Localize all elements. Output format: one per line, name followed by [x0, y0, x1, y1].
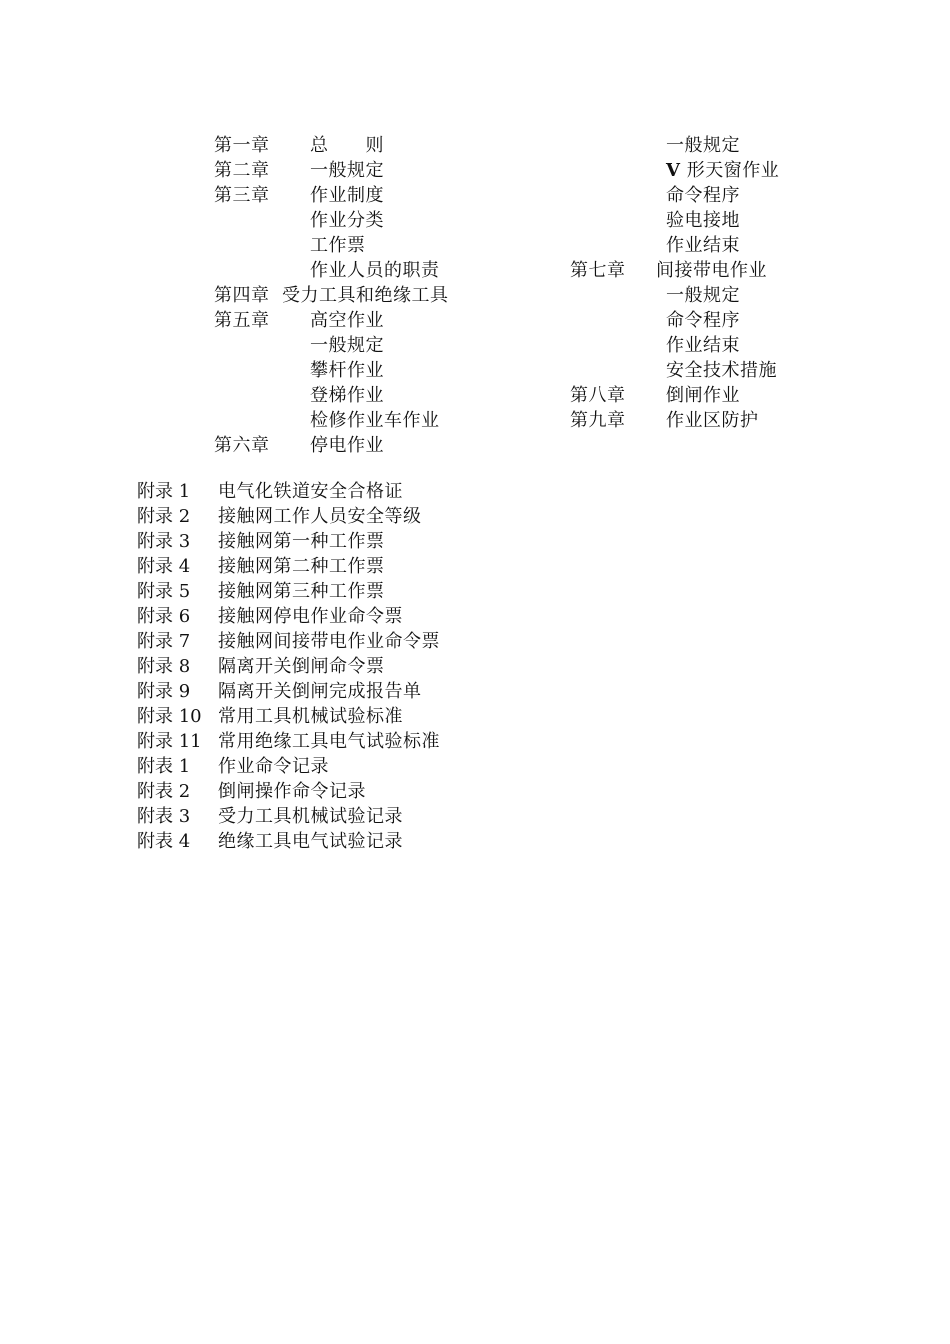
appendix-label: 附录 8 — [137, 656, 191, 677]
appendix-label: 附录 9 — [137, 681, 191, 702]
toc-entry-title[interactable]: 一般规定 — [666, 285, 740, 306]
appendix-label: 附录 6 — [137, 606, 191, 627]
appendix-title[interactable]: 接触网第三种工作票 — [218, 581, 385, 602]
appendix-label: 附表 1 — [137, 756, 191, 777]
toc-entry-title-rest: 形天窗作业 — [680, 160, 780, 181]
toc-chapter-label: 第三章 — [214, 185, 270, 206]
toc-entry-title[interactable]: 作业制度 — [310, 185, 384, 206]
appendix-label: 附录 2 — [137, 506, 191, 527]
toc-entry-title[interactable]: 高空作业 — [310, 310, 384, 331]
toc-entry-title[interactable]: 一般规定 — [310, 335, 384, 356]
toc-chapter-label: 第二章 — [214, 160, 270, 181]
toc-entry-title[interactable]: 停电作业 — [310, 435, 384, 456]
appendix-title[interactable]: 接触网工作人员安全等级 — [218, 506, 422, 527]
appendix-title[interactable]: 接触网第一种工作票 — [218, 531, 385, 552]
appendix-label: 附表 3 — [137, 806, 191, 827]
appendix-label: 附录 10 — [137, 706, 202, 727]
appendix-label: 附录 5 — [137, 581, 191, 602]
appendix-label: 附录 4 — [137, 556, 191, 577]
toc-entry-title[interactable]: 倒闸作业 — [666, 385, 740, 406]
toc-chapter-label: 第一章 — [214, 135, 270, 156]
toc-entry-title[interactable]: 命令程序 — [666, 185, 740, 206]
toc-chapter-label: 第五章 — [214, 310, 270, 331]
toc-chapter-label: 第七章 — [570, 260, 626, 281]
toc-entry-title[interactable]: 作业区防护 — [666, 410, 759, 431]
toc-entry-title[interactable]: 作业分类 — [310, 210, 384, 231]
appendix-title[interactable]: 常用绝缘工具电气试验标准 — [218, 731, 440, 752]
appendix-title[interactable]: 接触网停电作业命令票 — [218, 606, 403, 627]
appendix-label: 附录 11 — [137, 731, 202, 752]
toc-entry-title[interactable]: 作业结束 — [666, 335, 740, 356]
toc-chapter-label: 第八章 — [570, 385, 626, 406]
appendix-label: 附录 1 — [137, 481, 191, 502]
toc-chapter-label: 第九章 — [570, 410, 626, 431]
toc-chapter-label: 第四章 — [214, 285, 270, 306]
appendix-title[interactable]: 作业命令记录 — [218, 756, 329, 777]
appendix-title[interactable]: 隔离开关倒闸命令票 — [218, 656, 385, 677]
appendix-title[interactable]: 隔离开关倒闸完成报告单 — [218, 681, 422, 702]
toc-entry-title[interactable]: 安全技术措施 — [666, 360, 777, 381]
toc-entry-title-prefix: V — [666, 160, 681, 181]
toc-entry-title[interactable]: 一般规定 — [310, 160, 384, 181]
appendix-label: 附表 4 — [137, 831, 191, 852]
appendix-title[interactable]: 接触网间接带电作业命令票 — [218, 631, 440, 652]
appendix-title[interactable]: 受力工具机械试验记录 — [218, 806, 403, 827]
appendix-label: 附表 2 — [137, 781, 191, 802]
toc-entry-title[interactable]: 作业结束 — [666, 235, 740, 256]
toc-entry-title[interactable]: 命令程序 — [666, 310, 740, 331]
toc-entry-title[interactable]: 工作票 — [310, 235, 366, 256]
appendix-title[interactable]: 绝缘工具电气试验记录 — [218, 831, 403, 852]
toc-entry-title[interactable]: 间接带电作业 — [656, 260, 767, 281]
appendix-title[interactable]: 常用工具机械试验标准 — [218, 706, 403, 727]
toc-entry-title[interactable]: 检修作业车作业 — [310, 410, 440, 431]
toc-entry-title[interactable]: 攀杆作业 — [310, 360, 384, 381]
appendix-title[interactable]: 接触网第二种工作票 — [218, 556, 385, 577]
toc-entry-title[interactable]: 登梯作业 — [310, 385, 384, 406]
appendix-label: 附录 3 — [137, 531, 191, 552]
appendix-title[interactable]: 倒闸操作命令记录 — [218, 781, 366, 802]
appendix-title[interactable]: 电气化铁道安全合格证 — [218, 481, 403, 502]
toc-entry-title[interactable]: 一般规定 — [666, 135, 740, 156]
appendix-label: 附录 7 — [137, 631, 191, 652]
toc-entry-title[interactable]: 作业人员的职责 — [310, 260, 440, 281]
toc-entry-title[interactable]: 总 则 — [310, 135, 384, 156]
toc-entry-title[interactable]: 受力工具和绝缘工具 — [282, 285, 449, 306]
toc-chapter-label: 第六章 — [214, 435, 270, 456]
toc-entry-title[interactable]: 验电接地 — [666, 210, 740, 231]
toc-entry-title[interactable] — [666, 159, 779, 183]
